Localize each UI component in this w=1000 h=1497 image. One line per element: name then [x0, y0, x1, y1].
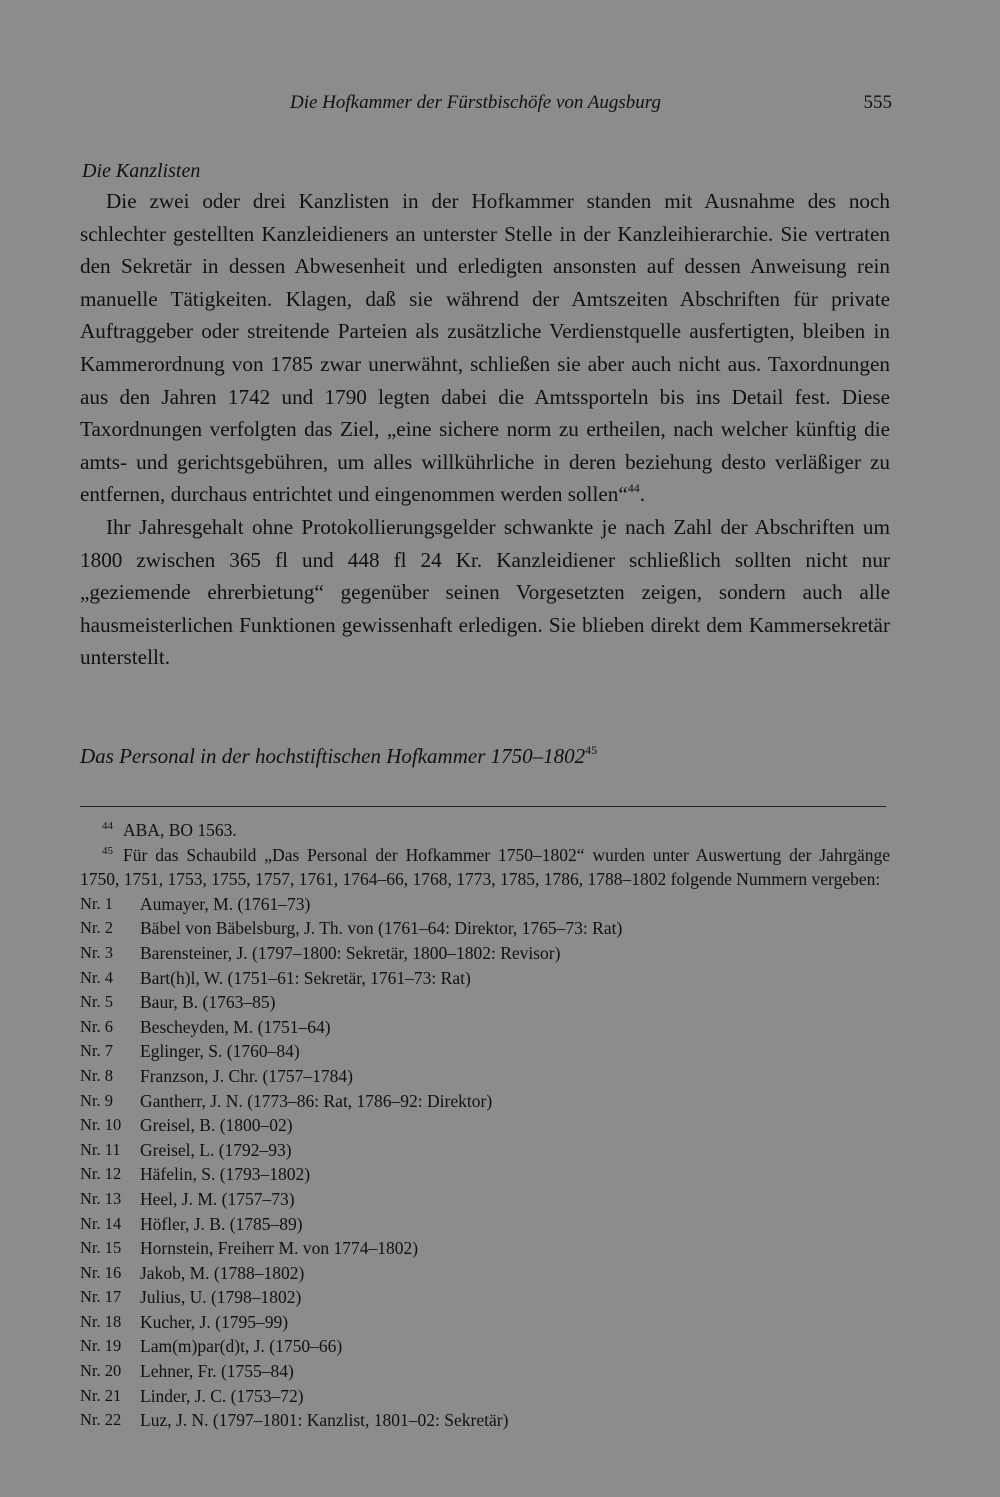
entry-text: Greisel, B. (1800–02)	[140, 1115, 293, 1136]
list-item	[80, 1212, 890, 1237]
footnote-mark-45: 45	[102, 844, 113, 857]
entry-text: Höfler, J. B. (1785–89)	[140, 1213, 303, 1234]
list-item	[80, 1089, 890, 1114]
section-title: Die Kanzlisten	[82, 160, 201, 182]
footnote-44-text: ABA, BO 1563.	[123, 820, 237, 840]
entry-number: Nr. 18	[80, 1311, 122, 1331]
running-title: Die Hofkammer der Fürstbischöfe von Augsburg	[290, 92, 661, 113]
entry-text: Heel, J. M. (1757–73)	[140, 1188, 295, 1209]
list-item	[80, 1187, 890, 1212]
entry-text: Jakob, M. (1788–1802)	[140, 1262, 305, 1283]
list-item	[80, 892, 890, 917]
entry-number: Nr. 21	[80, 1385, 122, 1405]
list-item	[80, 1162, 890, 1187]
entry-number: Nr. 14	[80, 1213, 122, 1233]
paragraph-1-text: Die zwei oder drei Kanzlisten in der Hofkammer standen mit Ausnahme des noch schlechter gestellten Kanzleidieners an unterster Stelle in der Kanzleihierarchie. Sie vertraten den Sekretär in dessen Abwesenheit und erledigten ansonsten auf dessen Anweisung rein manuelle Tätigkeiten. Klagen, daß sie während der Amtszeiten Abschriften für private Auftraggeber oder streitende Parteien als zusätzliche Verdienstquelle ausfertigten, bleiben in Kammerordnung von 1785 zwar unerwähnt, schließen sie aber auch nicht aus. Taxordnungen aus den Jahren 1742 und 1790 legten dabei die Amtssporteln bis ins Detail fest. Diese Taxordnungen verfolgten das Ziel, „eine sichere norm zu ertheilen, nach welcher künftig die amts- und gerichtsgebühren, um alles willkührliche in deren beziehung desto verläßiger zu entfernen, durchaus entrichtet und eingenommen werden sollen“	[80, 189, 890, 507]
body-text	[80, 185, 890, 674]
entry-text: Linder, J. C. (1753–72)	[140, 1385, 304, 1406]
entry-text: Eglinger, S. (1760–84)	[140, 1041, 300, 1062]
list-item	[80, 1064, 890, 1089]
entry-number: Nr. 6	[80, 1016, 113, 1036]
entry-text: Franzson, J. Chr. (1757–1784)	[140, 1065, 353, 1086]
entry-text: Bäbel von Bäbelsburg, J. Th. von (1761–64: Direktor, 1765–73: Rat)	[140, 918, 623, 939]
page-number: 555	[863, 92, 892, 113]
entry-number: Nr. 10	[80, 1115, 122, 1135]
entry-number: Nr. 13	[80, 1188, 122, 1208]
list-item	[80, 1359, 890, 1384]
list-item	[80, 1408, 890, 1433]
entry-text: Aumayer, M. (1761–73)	[140, 893, 311, 914]
list-item	[80, 966, 890, 991]
footnotes	[80, 818, 890, 1433]
entry-number: Nr. 20	[80, 1361, 122, 1381]
entry-text: Baur, B. (1763–85)	[140, 992, 276, 1013]
entry-text: Gantherr, J. N. (1773–86: Rat, 1786–92: Direktor)	[140, 1090, 493, 1111]
list-item	[80, 1261, 890, 1286]
footnote-ref-45[interactable]: 45	[585, 743, 598, 757]
footnote-mark-44: 44	[102, 820, 113, 832]
footnote-44	[80, 818, 890, 843]
list-item	[80, 1285, 890, 1310]
footnote-45-text: Für das Schaubild „Das Personal der Hofkammer 1750–1802“ wurden unter Auswertung der Jahrgänge 1750, 1751, 1753, 1755, 1757, 1761, 1764–66, 1768, 1773, 1785, 1786, 1788–1802 folgende Nummern vergeben:	[80, 844, 890, 890]
list-item	[80, 1039, 890, 1064]
footnote-divider	[80, 806, 886, 807]
entry-number: Nr. 2	[80, 918, 113, 938]
entry-text: Lehner, Fr. (1755–84)	[140, 1361, 294, 1382]
entry-text: Barensteiner, J. (1797–1800: Sekretär, 1800–1802: Revisor)	[140, 942, 561, 963]
entry-number: Nr. 8	[80, 1065, 113, 1085]
entry-number: Nr. 19	[80, 1336, 122, 1356]
entry-number: Nr. 22	[80, 1410, 122, 1430]
entry-number: Nr. 3	[80, 942, 113, 962]
entry-number: Nr. 12	[80, 1164, 122, 1184]
page-header	[80, 92, 892, 120]
list-item	[80, 1384, 890, 1409]
list-item	[80, 916, 890, 941]
entry-number: Nr. 7	[80, 1041, 113, 1061]
entry-number: Nr. 9	[80, 1090, 113, 1110]
entry-number: Nr. 5	[80, 992, 113, 1012]
paragraph-2: Ihr Jahresgehalt ohne Protokollierungsgelder schwankte je nach Zahl der Abschriften um 1800 zwischen 365 fl und 448 fl 24 Kr. Kanzleidiener schließlich sollten nicht nur „geziemende ehrerbietung“ gegenüber seinen Vorgesetzten zeigen, sondern auch alle hausmeisterlichen Funktionen gewissenhaft erledigen. Sie blieben direkt dem Kammersekretär unterstellt.	[80, 514, 890, 670]
subheading-text: Das Personal in der hochstiftischen Hofkammer 1750–1802	[80, 744, 586, 768]
entry-text: Hornstein, Freiherr M. von 1774–1802)	[140, 1238, 419, 1259]
list-item	[80, 1113, 890, 1138]
subheading	[80, 744, 597, 769]
entry-text: Greisel, L. (1792–93)	[140, 1139, 292, 1160]
list-item	[80, 1015, 890, 1040]
list-item	[80, 1138, 890, 1163]
entry-number: Nr. 11	[80, 1139, 121, 1159]
paragraph-1-end: .	[639, 482, 646, 507]
entry-text: Luz, J. N. (1797–1801: Kanzlist, 1801–02: Sekretär)	[140, 1410, 509, 1431]
footnote-45	[80, 843, 890, 892]
list-item	[80, 1236, 890, 1261]
entry-text: Häfelin, S. (1793–1802)	[140, 1164, 311, 1185]
personnel-list	[80, 892, 890, 1433]
entry-text: Bart(h)l, W. (1751–61: Sekretär, 1761–73: Rat)	[140, 967, 471, 988]
paragraph-1	[80, 185, 890, 511]
footnote-ref-44[interactable]: 44	[627, 481, 640, 496]
list-item	[80, 1310, 890, 1335]
entry-text: Julius, U. (1798–1802)	[140, 1287, 302, 1308]
entry-number: Nr. 4	[80, 967, 113, 987]
entry-number: Nr. 17	[80, 1287, 122, 1307]
list-item	[80, 941, 890, 966]
entry-text: Lam(m)par(d)t, J. (1750–66)	[140, 1336, 343, 1357]
entry-text: Bescheyden, M. (1751–64)	[140, 1016, 331, 1037]
entry-number: Nr. 15	[80, 1238, 122, 1258]
entry-text: Kucher, J. (1795–99)	[140, 1311, 289, 1332]
list-item	[80, 990, 890, 1015]
entry-number: Nr. 1	[80, 893, 113, 913]
list-item	[80, 1334, 890, 1359]
entry-number: Nr. 16	[80, 1262, 122, 1282]
